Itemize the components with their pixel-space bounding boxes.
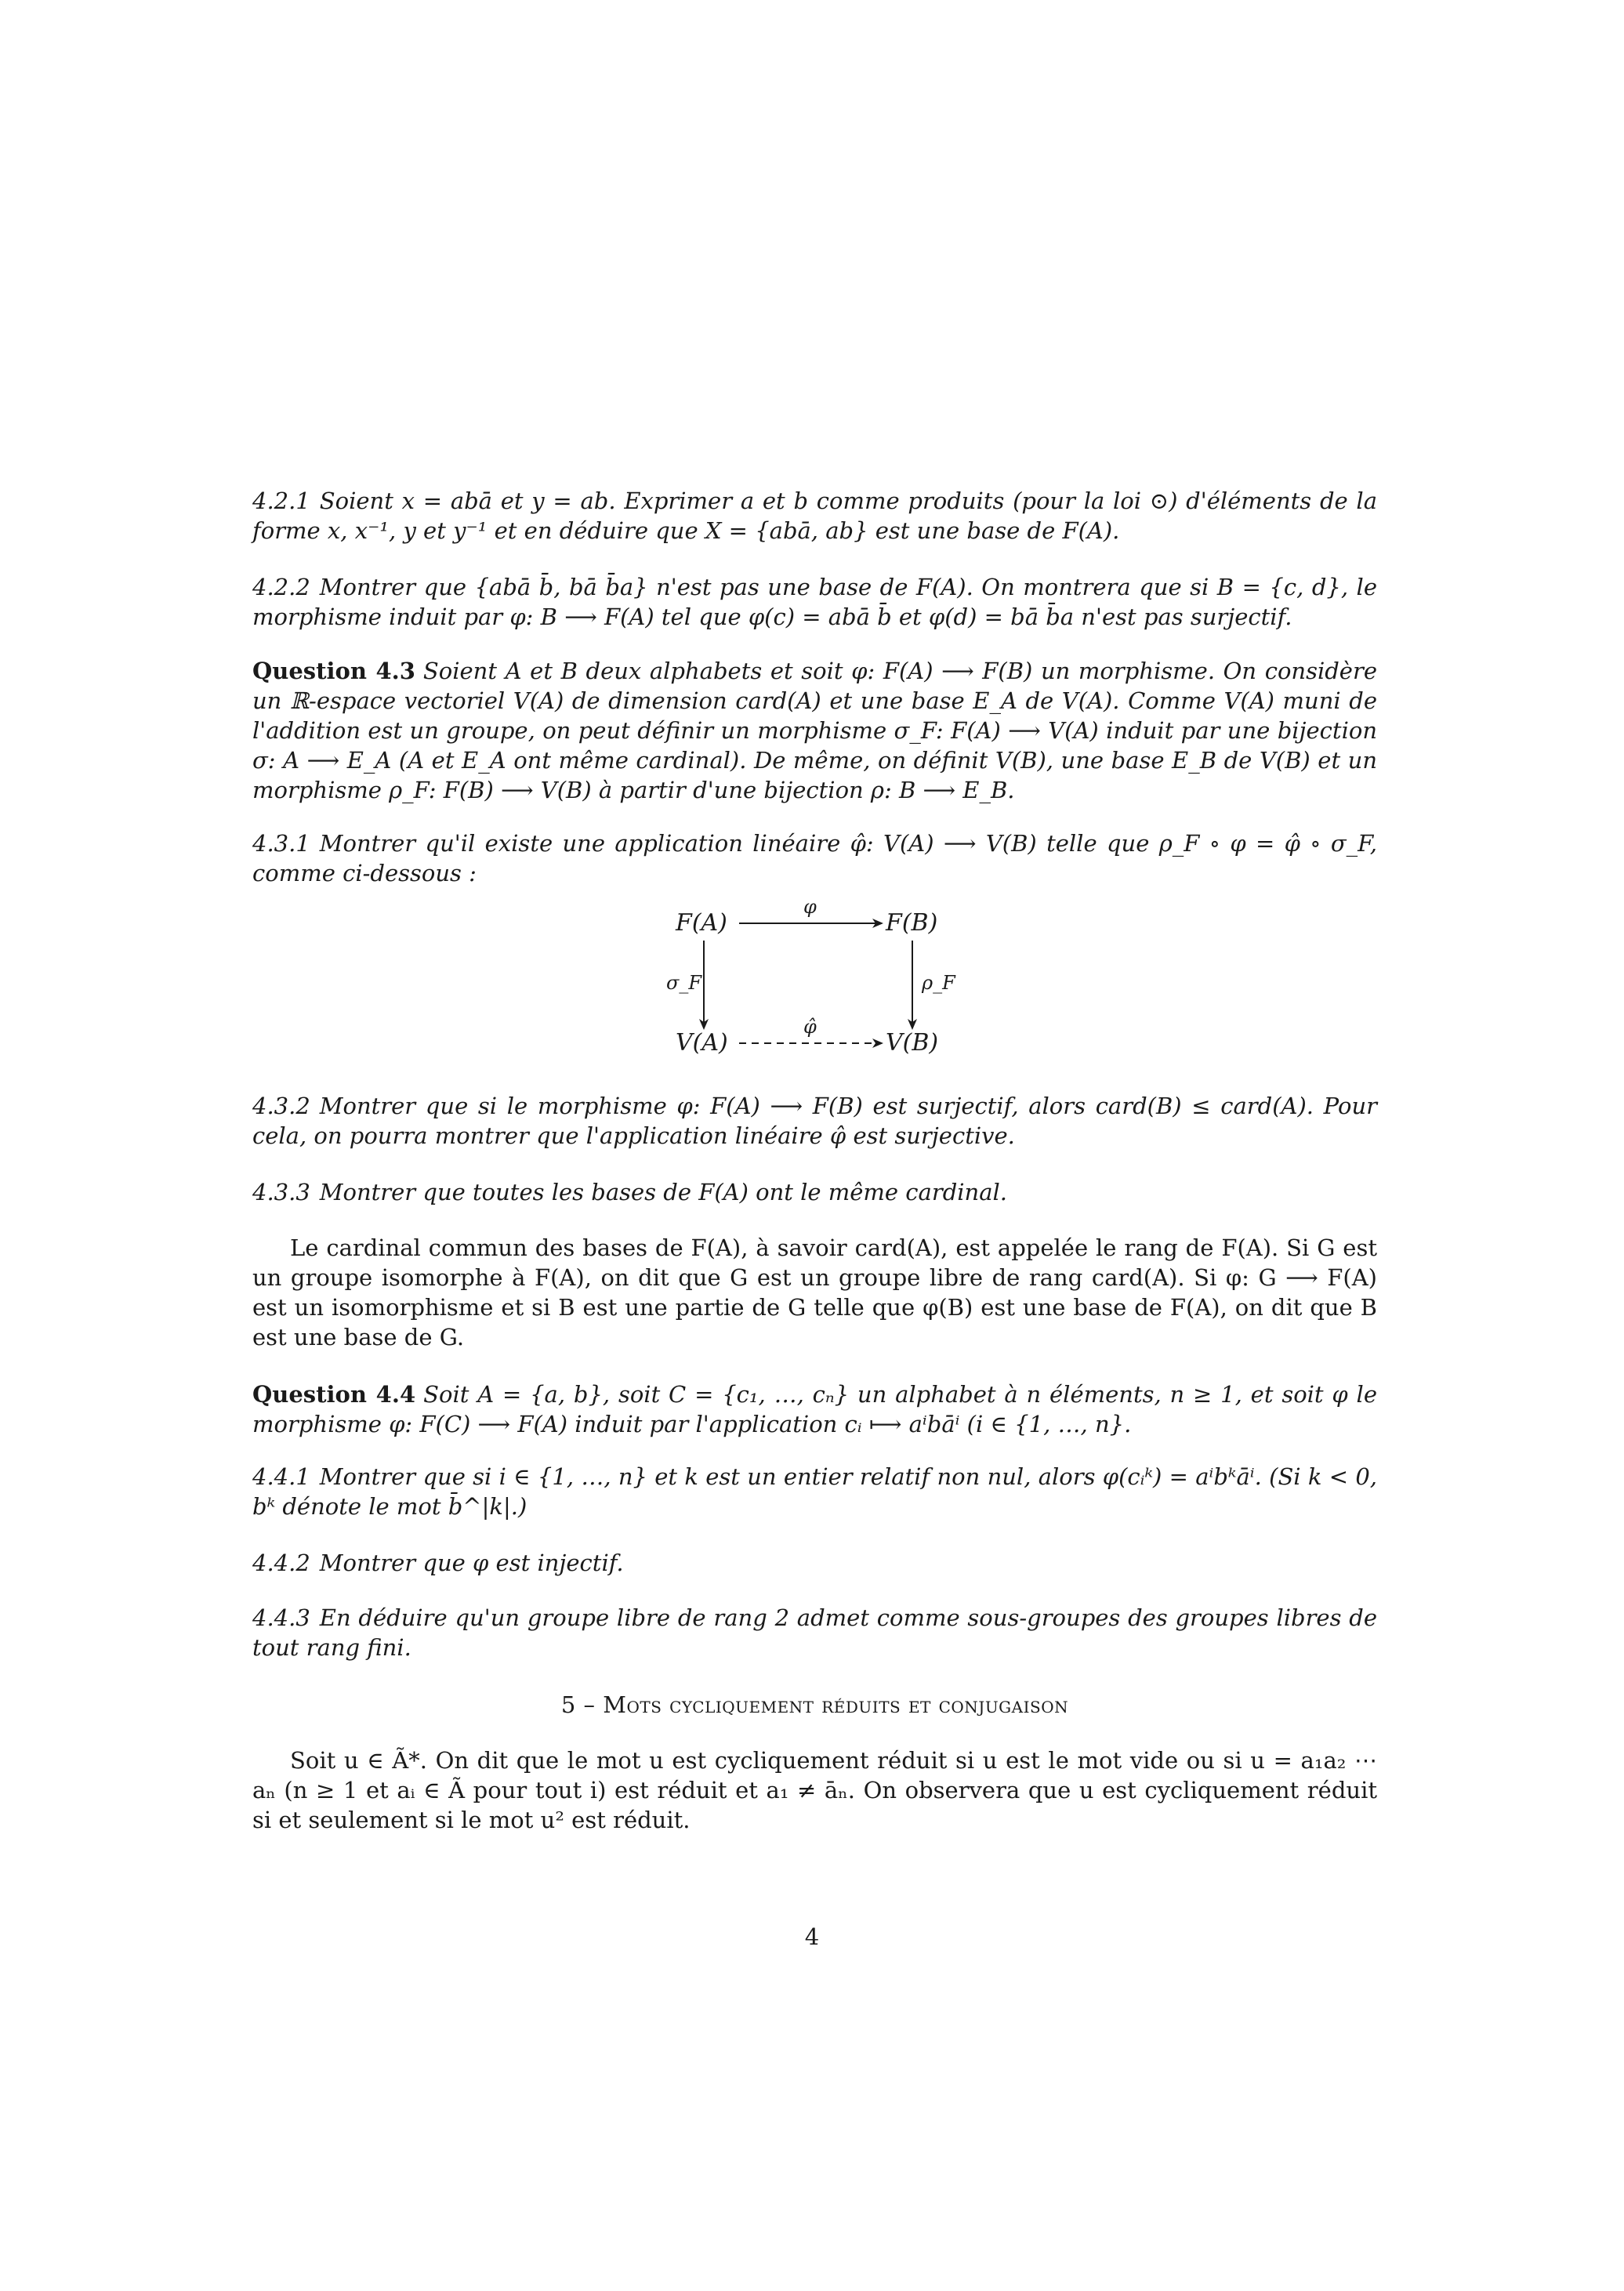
paragraph-cyclic	[252, 1745, 1377, 1835]
item-text: Montrer que si i ∈ {1, …, n} et k est un entier relatif non nul, alors φ(cᵢᵏ) = aⁱbᵏāⁱ. (Si k < 0, bᵏ dénote le mot b̄^|k|.)	[252, 1463, 1377, 1520]
paragraph-4-4-1	[252, 1462, 1377, 1521]
label-rho-F: ρ_F	[922, 972, 955, 994]
paragraph-rang	[252, 1233, 1377, 1352]
item-number: 4.3.2	[252, 1093, 310, 1119]
item-number: 4.2.1	[252, 488, 310, 514]
question-label: Question 4.3	[252, 658, 415, 684]
paragraph-4-2-1	[252, 486, 1377, 546]
section-5-title: 5 – Mots cycliquement réduits et conjugaison	[560, 1691, 1069, 1718]
paragraph-4-3-1	[252, 828, 1377, 888]
commutative-diagram	[627, 894, 1019, 1074]
item-number: 4.4.2	[252, 1550, 310, 1576]
question-label: Question 4.4	[252, 1381, 416, 1408]
label-phi: φ	[803, 896, 817, 918]
item-number: 4.4.1	[252, 1463, 310, 1490]
item-text: Montrer que φ est injectif.	[319, 1550, 624, 1576]
question-4-3	[252, 656, 1377, 805]
label-sigma-F: σ_F	[666, 972, 702, 994]
item-text: Soient x = abā et y = ab. Exprimer a et b comme produits (pour la loi ⊙) d'éléments de la forme x, x⁻¹, y et y⁻¹ et en déduire que X = {abā, ab} est une base de F(A).	[252, 488, 1377, 544]
item-number: 4.2.2	[252, 574, 310, 600]
item-number: 4.3.3	[252, 1179, 310, 1205]
paragraph-4-3-2	[252, 1091, 1377, 1151]
question-text: Soit A = {a, b}, soit C = {c₁, …, cₙ} un alphabet à n éléments, n ≥ 1, et soit φ le morphisme φ: F(C) ⟶ F(A) induit par l'application cᵢ ⟼ aⁱbāⁱ (i ∈ {1, …, n}.	[252, 1381, 1377, 1437]
body-text: Soit u ∈ Ã*. On dit que le mot u est cycliquement réduit si u est le mot vide ou si u = a₁a₂ ⋯ aₙ (n ≥ 1 et aᵢ ∈ Ã pour tout i) est réduit et a₁ ≠ āₙ. On observera que u est cycliquement réduit si et seulement si le mot u² est réduit.	[252, 1747, 1377, 1833]
paragraph-4-4-2	[252, 1548, 1377, 1578]
item-text: En déduire qu'un groupe libre de rang 2 admet comme sous-groupes des groupes libres de tout rang fini.	[252, 1604, 1377, 1661]
item-text: Montrer que {abā b̄, bā b̄a} n'est pas une base de F(A). On montrera que si B = {c, d}, le morphisme induit par φ: B ⟶ F(A) tel que φ(c) = abā b̄ et φ(d) = bā b̄a n'est pas surjectif.	[252, 574, 1377, 630]
item-text: Montrer que si le morphisme φ: F(A) ⟶ F(B) est surjectif, alors card(B) ≤ card(A). Pour cela, on pourra montrer que l'application linéaire φ̂ est surjective.	[252, 1093, 1377, 1149]
item-number: 4.3.1	[252, 830, 310, 857]
node-F-A: F(A)	[676, 909, 727, 937]
paragraph-4-2-2	[252, 572, 1377, 632]
item-number: 4.4.3	[252, 1604, 310, 1631]
node-V-B: V(B)	[886, 1029, 939, 1057]
item-text: Montrer que toutes les bases de F(A) ont le même cardinal.	[319, 1179, 1008, 1205]
paragraph-4-4-3	[252, 1603, 1377, 1662]
question-4-4	[252, 1379, 1377, 1439]
node-V-A: V(A)	[676, 1029, 728, 1057]
body-text: Le cardinal commun des bases de F(A), à savoir card(A), est appelée le rang de F(A). Si G est un groupe isomorphe à F(A), on dit que G est un groupe libre de rang card(A). Si φ: G ⟶ F(A) est un isomorphisme et si B est une partie de G telle que φ(B) est une base de F(A), on dit que B est une base de G.	[252, 1234, 1377, 1350]
item-text: Montrer qu'il existe une application linéaire φ̂: V(A) ⟶ V(B) telle que ρ_F ∘ φ = φ̂ ∘ σ_F, comme ci-dessous :	[252, 830, 1377, 886]
question-text: Soient A et B deux alphabets et soit φ: F(A) ⟶ F(B) un morphisme. On considère un ℝ-espace vectoriel V(A) de dimension card(A) et une base E_A de V(A). Comme V(A) muni de l'addition est un groupe, on peut définir un morphisme σ_F: F(A) ⟶ V(A) induit par une bijection σ: A ⟶ E_A (A et E_A ont même cardinal). De même, on définit V(B), une base E_B de V(B) et un morphisme ρ_F: F(B) ⟶ V(B) à partir d'une bijection ρ: B ⟶ E_B.	[252, 658, 1377, 803]
node-F-B: F(B)	[886, 909, 938, 937]
paragraph-4-3-3	[252, 1177, 1377, 1207]
label-phi-hat: φ̂	[803, 1016, 817, 1038]
page-number: 4	[804, 1923, 820, 1950]
